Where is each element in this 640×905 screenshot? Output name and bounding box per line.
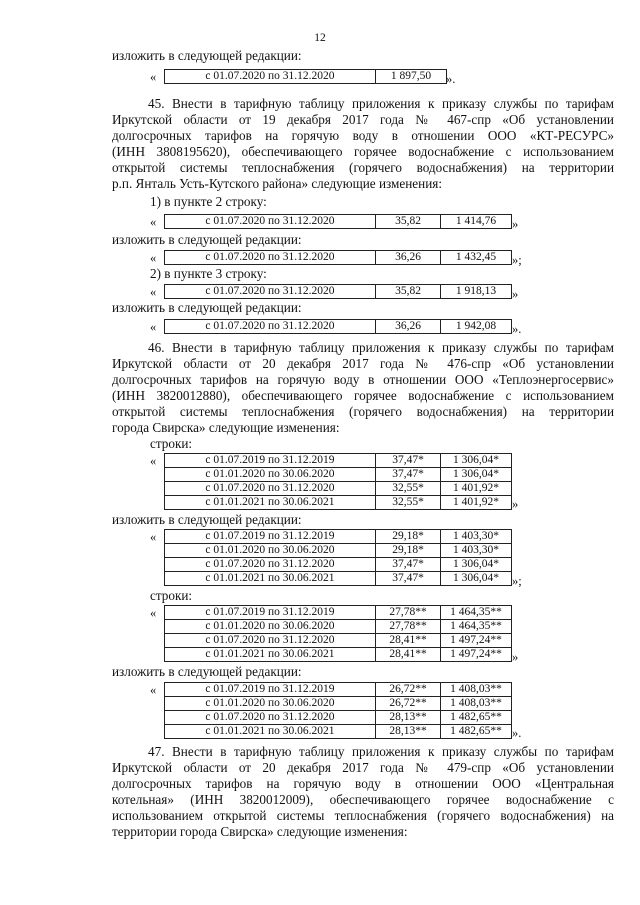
period-cell: с 01.07.2019 по 31.12.2019 <box>165 530 376 544</box>
value-cell: 29,18* <box>376 530 441 544</box>
period-cell: с 01.07.2019 по 31.12.2019 <box>165 454 376 468</box>
value-cell: 1 942,08 <box>441 320 512 334</box>
period-cell: с 01.07.2020 по 31.12.2020 <box>165 285 376 299</box>
period-cell: с 01.01.2020 по 30.06.2020 <box>165 620 376 634</box>
close-quote: ». <box>446 72 456 86</box>
tariff-table-2 <box>164 529 512 586</box>
value-cell: 28,41** <box>376 648 441 662</box>
redaction-label: изложить в следующей редакции: <box>112 300 302 315</box>
value-cell: 1 497,24** <box>441 648 512 662</box>
table-row <box>165 70 447 84</box>
paragraph-47-line: 47. Внести в тарифную таблицу приложения к приказу службы по тарифам <box>148 744 614 759</box>
close-quote: » <box>512 497 519 511</box>
paragraph-45-line: открытой системы теплоснабжения (горячего водоснабжения) на территории <box>112 160 614 175</box>
tariff-table-4 <box>164 682 512 739</box>
close-quote: » <box>512 650 519 664</box>
table-row <box>165 697 512 711</box>
period-cell: с 01.01.2020 по 30.06.2020 <box>165 697 376 711</box>
paragraph-46-line: долгосрочных тарифов на горячую воду в отношении ООО «Теплоэнергосервис» <box>112 372 614 387</box>
period-cell: с 01.07.2020 по 31.12.2020 <box>165 215 376 229</box>
table-row <box>165 530 512 544</box>
redaction-label: изложить в следующей редакции: <box>112 664 302 679</box>
value-cell: 28,13** <box>376 725 441 739</box>
table-row <box>165 634 512 648</box>
table-row <box>165 711 512 725</box>
paragraph-45-line: долгосрочных тарифов на горячую воду в отношении ООО «КТ-РЕСУРС» <box>112 128 614 143</box>
value-cell: 37,47* <box>376 454 441 468</box>
tariff-row-table <box>164 250 512 265</box>
period-cell: с 01.07.2020 по 31.12.2020 <box>165 320 376 334</box>
value-cell: 1 918,13 <box>441 285 512 299</box>
close-quote: ». <box>512 322 522 336</box>
close-quote: »; <box>512 253 522 267</box>
paragraph-47-line: использованием открытой системы теплоснабжения (горячего водоснабжения) на <box>112 808 614 823</box>
value-cell: 35,82 <box>376 285 441 299</box>
value-cell: 37,47* <box>376 468 441 482</box>
table-row <box>165 482 512 496</box>
rows-label: строки: <box>150 588 193 603</box>
value-cell: 27,78** <box>376 606 441 620</box>
value-cell: 27,78** <box>376 620 441 634</box>
table-row <box>165 725 512 739</box>
redaction-label: изложить в следующей редакции: <box>112 232 302 247</box>
value-cell: 1 482,65** <box>441 711 512 725</box>
rows-label: строки: <box>150 436 193 451</box>
period-cell: с 01.07.2020 по 31.12.2020 <box>165 482 376 496</box>
value-cell: 1 464,35** <box>441 620 512 634</box>
paragraph-47-line: долгосрочных тарифов на горячую воду в отношении ООО «Центральная <box>112 776 614 791</box>
value-cell: 1 414,76 <box>441 215 512 229</box>
value-cell: 1 403,30* <box>441 530 512 544</box>
open-quote: « <box>150 70 157 84</box>
close-quote: » <box>512 287 519 301</box>
value-cell: 1 401,92* <box>441 482 512 496</box>
tariff-row-table <box>164 214 512 229</box>
tariff-table-3 <box>164 605 512 662</box>
table-row <box>165 544 512 558</box>
period-cell: с 01.07.2020 по 31.12.2020 <box>165 70 376 84</box>
value-cell: 37,47* <box>376 558 441 572</box>
period-cell: с 01.01.2021 по 30.06.2021 <box>165 496 376 510</box>
open-quote: « <box>150 530 157 544</box>
value-cell: 1 306,04* <box>441 454 512 468</box>
redaction-label: изложить в следующей редакции: <box>112 512 302 527</box>
period-cell: с 01.07.2020 по 31.12.2020 <box>165 634 376 648</box>
value-cell: 28,13** <box>376 711 441 725</box>
tariff-row-table <box>164 319 512 334</box>
value-cell: 1 408,03** <box>441 683 512 697</box>
value-cell: 29,18* <box>376 544 441 558</box>
table-row <box>165 620 512 634</box>
tariff-row-table <box>164 284 512 299</box>
value-cell: 1 403,30* <box>441 544 512 558</box>
paragraph-46-line: 46. Внести в тарифную таблицу приложения к приказу службы по тарифам <box>148 340 614 355</box>
value-cell: 1 306,04* <box>441 468 512 482</box>
value-cell: 32,55* <box>376 496 441 510</box>
period-cell: с 01.07.2020 по 31.12.2020 <box>165 558 376 572</box>
paragraph-46-line: открытой системы теплоснабжения (горячего водоснабжения) на территории <box>112 404 614 419</box>
table-row <box>165 606 512 620</box>
open-quote: « <box>150 683 157 697</box>
page-number: 12 <box>314 32 326 44</box>
open-quote: « <box>150 285 157 299</box>
value-cell: 36,26 <box>376 320 441 334</box>
period-cell: с 01.01.2021 по 30.06.2021 <box>165 572 376 586</box>
paragraph-47-line: котельная» (ИНН 3820012009), обеспечивающего горячее водоснабжение с <box>112 792 614 807</box>
table-row <box>165 683 512 697</box>
table-row <box>165 454 512 468</box>
value-cell: 37,47* <box>376 572 441 586</box>
value-cell: 1 432,45 <box>441 251 512 265</box>
table-row <box>165 320 512 334</box>
open-quote: « <box>150 454 157 468</box>
period-cell: с 01.01.2020 по 30.06.2020 <box>165 544 376 558</box>
paragraph-45-line: 45. Внести в тарифную таблицу приложения к приказу службы по тарифам <box>148 96 614 111</box>
period-cell: с 01.07.2019 по 31.12.2019 <box>165 606 376 620</box>
table-row <box>165 496 512 510</box>
redaction-label: изложить в следующей редакции: <box>112 48 302 63</box>
value-cell: 1 408,03** <box>441 697 512 711</box>
paragraph-46-line: Иркутской области от 20 декабря 2017 года № 476-спр «Об установлении <box>112 356 614 371</box>
value-cell: 1 497,24** <box>441 634 512 648</box>
value-cell: 28,41** <box>376 634 441 648</box>
value-cell: 1 482,65** <box>441 725 512 739</box>
value-cell: 35,82 <box>376 215 441 229</box>
open-quote: « <box>150 215 157 229</box>
table-row <box>165 648 512 662</box>
paragraph-45-line: р.п. Янталь Усть-Кутского района» следующие изменения: <box>112 176 442 191</box>
item-label: 2) в пункте 3 строку: <box>150 266 267 281</box>
period-cell: с 01.01.2021 по 30.06.2021 <box>165 648 376 662</box>
value-cell: 1 306,04* <box>441 558 512 572</box>
value-cell: 26,72** <box>376 697 441 711</box>
close-quote: » <box>512 217 519 231</box>
table-row <box>165 285 512 299</box>
paragraph-47-line: Иркутской области от 20 декабря 2017 года № 479-спр «Об установлении <box>112 760 614 775</box>
tariff-row-table <box>164 69 447 84</box>
item-label: 1) в пункте 2 строку: <box>150 194 267 209</box>
paragraph-45-line: (ИНН 3808195620), обеспечивающего горячее водоснабжение с использованием <box>112 144 614 159</box>
value-cell: 1 306,04* <box>441 572 512 586</box>
close-quote: ». <box>512 726 522 740</box>
open-quote: « <box>150 320 157 334</box>
value-cell: 36,26 <box>376 251 441 265</box>
table-row <box>165 251 512 265</box>
period-cell: с 01.07.2020 по 31.12.2020 <box>165 711 376 725</box>
value-cell: 1 401,92* <box>441 496 512 510</box>
table-row <box>165 572 512 586</box>
value-cell: 1 464,35** <box>441 606 512 620</box>
open-quote: « <box>150 606 157 620</box>
table-row <box>165 558 512 572</box>
table-row <box>165 215 512 229</box>
table-row <box>165 468 512 482</box>
open-quote: « <box>150 251 157 265</box>
paragraph-47-line: территории города Свирска» следующие изменения: <box>112 824 408 839</box>
value-cell: 32,55* <box>376 482 441 496</box>
close-quote: »; <box>512 574 522 588</box>
period-cell: с 01.01.2020 по 30.06.2020 <box>165 468 376 482</box>
period-cell: с 01.07.2019 по 31.12.2019 <box>165 683 376 697</box>
paragraph-45-line: Иркутской области от 19 декабря 2017 года № 467-спр «Об установлении <box>112 112 614 127</box>
value-cell: 26,72** <box>376 683 441 697</box>
value-cell: 1 897,50 <box>376 70 447 84</box>
paragraph-46-line: (ИНН 3820012880), обеспечивающего горячее водоснабжение с использованием <box>112 388 614 403</box>
period-cell: с 01.07.2020 по 31.12.2020 <box>165 251 376 265</box>
tariff-table-1 <box>164 453 512 510</box>
paragraph-46-line: города Свирска» следующие изменения: <box>112 420 340 435</box>
period-cell: с 01.01.2021 по 30.06.2021 <box>165 725 376 739</box>
